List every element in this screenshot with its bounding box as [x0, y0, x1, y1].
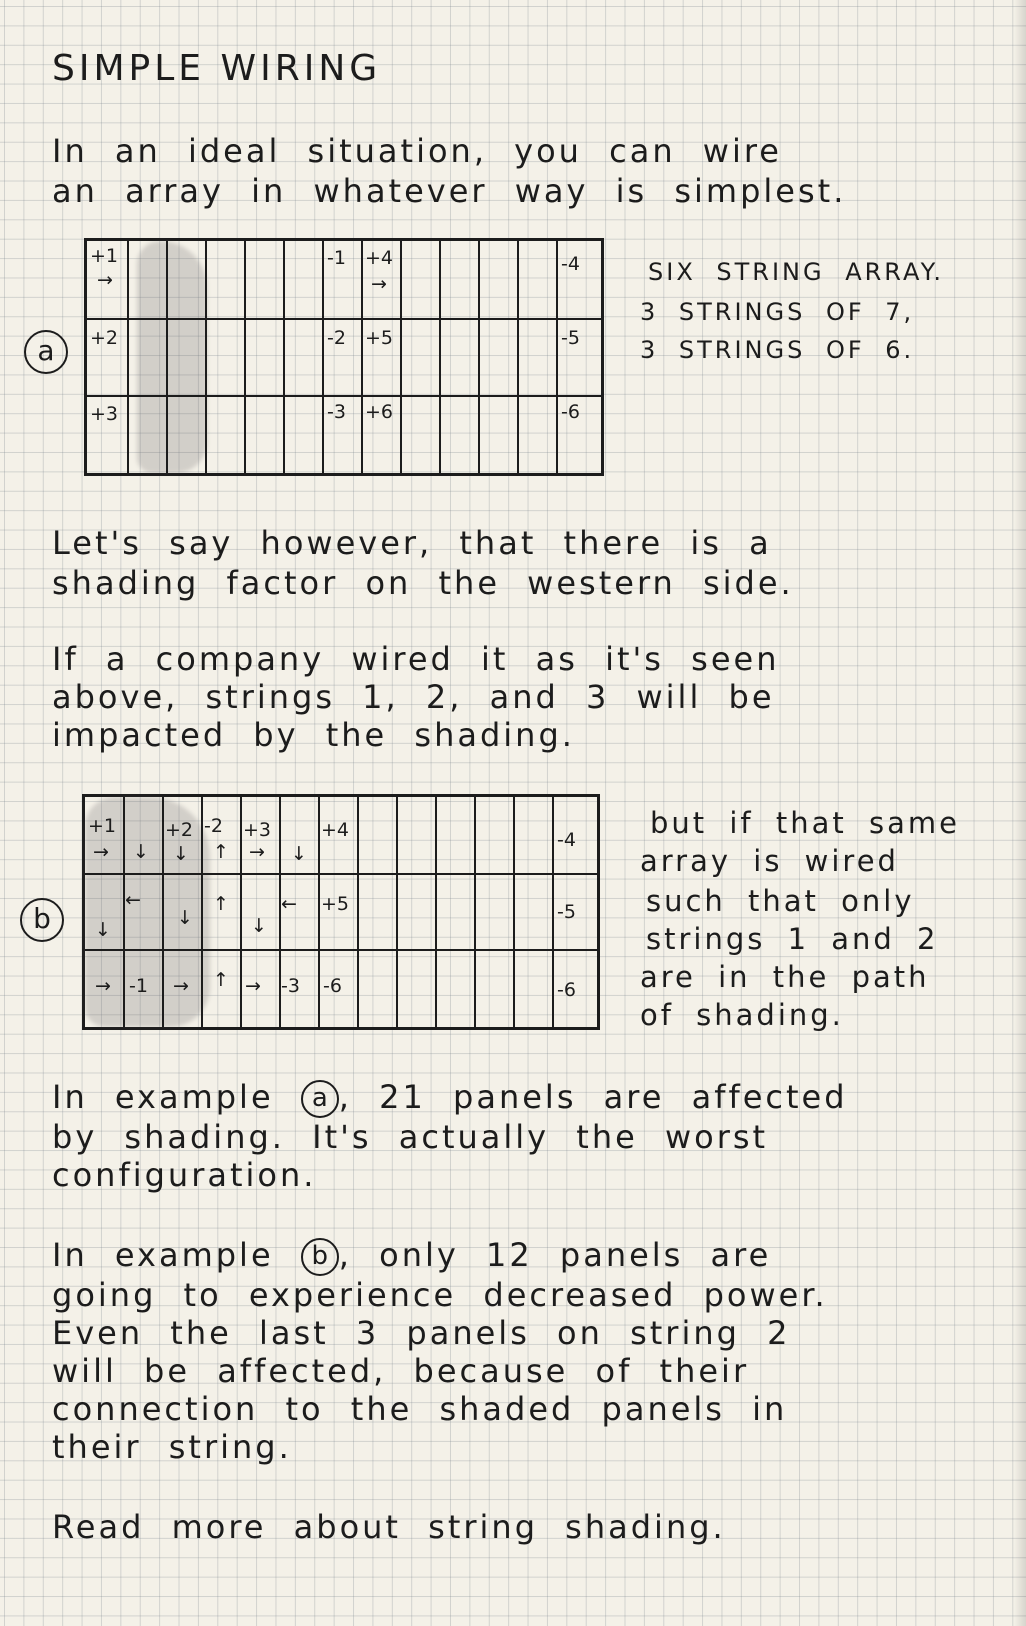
example-b-desc-5: are in the path [640, 960, 930, 994]
para4-pre: In example [52, 1078, 274, 1116]
example-b-desc-6: of shading. [640, 998, 844, 1032]
label-b-plus3: +3 [243, 819, 272, 841]
page-title: SIMPLE WIRING [52, 48, 382, 89]
para5-line-1 [52, 1236, 771, 1276]
arrow-down-icon: ↓ [133, 841, 149, 863]
example-a-desc-3: 3 STRINGS OF 6. [640, 336, 915, 364]
label-a-plus1: +1 [90, 245, 119, 267]
arrow-right-icon: → [95, 975, 111, 997]
para5-line-5: connection to the shaded panels in [52, 1390, 788, 1428]
para5-line-4: will be affected, because of their [52, 1352, 750, 1390]
arrow-up-icon: ↑ [213, 841, 229, 863]
example-a-ref-marker: a [301, 1080, 339, 1118]
label-b-minus1: -1 [129, 975, 148, 997]
label-a-plus3: +3 [90, 403, 119, 425]
label-b-plus5: +5 [321, 893, 350, 915]
arrow-down-icon: ↓ [291, 843, 307, 865]
label-b-minus5: -5 [557, 901, 576, 923]
para2-line-2: shading factor on the western side. [52, 564, 794, 602]
arrow-down-icon: ↓ [173, 843, 189, 865]
arrow-right-icon: → [97, 269, 113, 291]
arrow-down-icon: ↓ [95, 919, 111, 941]
para4-post: , 21 panels are affected [338, 1078, 848, 1116]
label-a-plus6: +6 [365, 401, 394, 423]
arrow-left-icon: ← [281, 893, 297, 915]
example-b-ref-marker: b [301, 1238, 339, 1276]
label-b-plus2: +2 [165, 819, 194, 841]
para5-line-6: their string. [52, 1428, 292, 1466]
label-a-minus2: -2 [327, 327, 346, 349]
label-b-plus4: +4 [321, 819, 350, 841]
para4-line-1 [52, 1078, 848, 1118]
intro-line-1: In an ideal situation, you can wire [52, 132, 782, 170]
label-a-plus4: +4 [365, 247, 394, 269]
arrow-left-icon: ← [125, 889, 141, 911]
arrow-right-icon: → [93, 841, 109, 863]
label-b-minus4: -4 [557, 829, 576, 851]
label-b-minus6-mid: -6 [323, 975, 342, 997]
intro-line-2: an array in whatever way is simplest. [52, 172, 847, 210]
para3-line-3: impacted by the shading. [52, 716, 575, 754]
arrow-down-icon: ↓ [251, 915, 267, 937]
para5-post: , only 12 panels are [338, 1236, 772, 1274]
shading-a [137, 241, 207, 473]
arrow-right-icon: → [249, 841, 265, 863]
para5-pre: In example [52, 1236, 274, 1274]
para3-line-2: above, strings 1, 2, and 3 will be [52, 678, 775, 716]
example-b-desc-1: but if that same [650, 806, 960, 840]
label-a-minus4: -4 [561, 253, 580, 275]
label-b-minus2: -2 [204, 815, 223, 837]
page-edge-shadow [1014, 0, 1026, 1626]
para4-line-2: by shading. It's actually the worst [52, 1118, 769, 1156]
label-a-plus5: +5 [365, 327, 394, 349]
para2-line-1: Let's say however, that there is a [52, 524, 772, 562]
arrow-right-icon: → [371, 273, 387, 295]
example-b-desc-2: array is wired [640, 844, 899, 878]
arrow-up-icon: ↑ [213, 969, 229, 991]
arrow-down-icon: ↓ [177, 907, 193, 929]
example-b-marker: b [20, 898, 64, 942]
array-a-grid [84, 238, 604, 476]
label-a-minus5: -5 [561, 327, 580, 349]
arrow-right-icon: → [173, 975, 189, 997]
example-a-marker: a [24, 330, 68, 374]
label-b-minus6: -6 [557, 979, 576, 1001]
example-b-desc-4: strings 1 and 2 [646, 922, 939, 956]
example-a-desc-1: SIX STRING ARRAY. [648, 258, 944, 286]
label-a-minus6: -6 [561, 401, 580, 423]
read-more-link[interactable]: Read more about string shading. [52, 1508, 726, 1546]
arrow-up-icon: ↑ [213, 893, 229, 915]
para3-line-1: If a company wired it as it's seen [52, 640, 780, 678]
example-b-desc-3: such that only [646, 884, 915, 918]
label-a-plus2: +2 [90, 327, 119, 349]
label-b-minus3: -3 [281, 975, 300, 997]
arrow-right-icon: → [245, 975, 261, 997]
para5-line-3: Even the last 3 panels on string 2 [52, 1314, 791, 1352]
para5-line-2: going to experience decreased power. [52, 1276, 828, 1314]
para4-line-3: configuration. [52, 1156, 317, 1194]
example-a-desc-2: 3 STRINGS OF 7, [640, 298, 915, 326]
label-a-minus3: -3 [327, 401, 346, 423]
label-a-minus1: -1 [327, 247, 346, 269]
array-b-grid [82, 794, 600, 1030]
label-b-plus1: +1 [88, 815, 117, 837]
